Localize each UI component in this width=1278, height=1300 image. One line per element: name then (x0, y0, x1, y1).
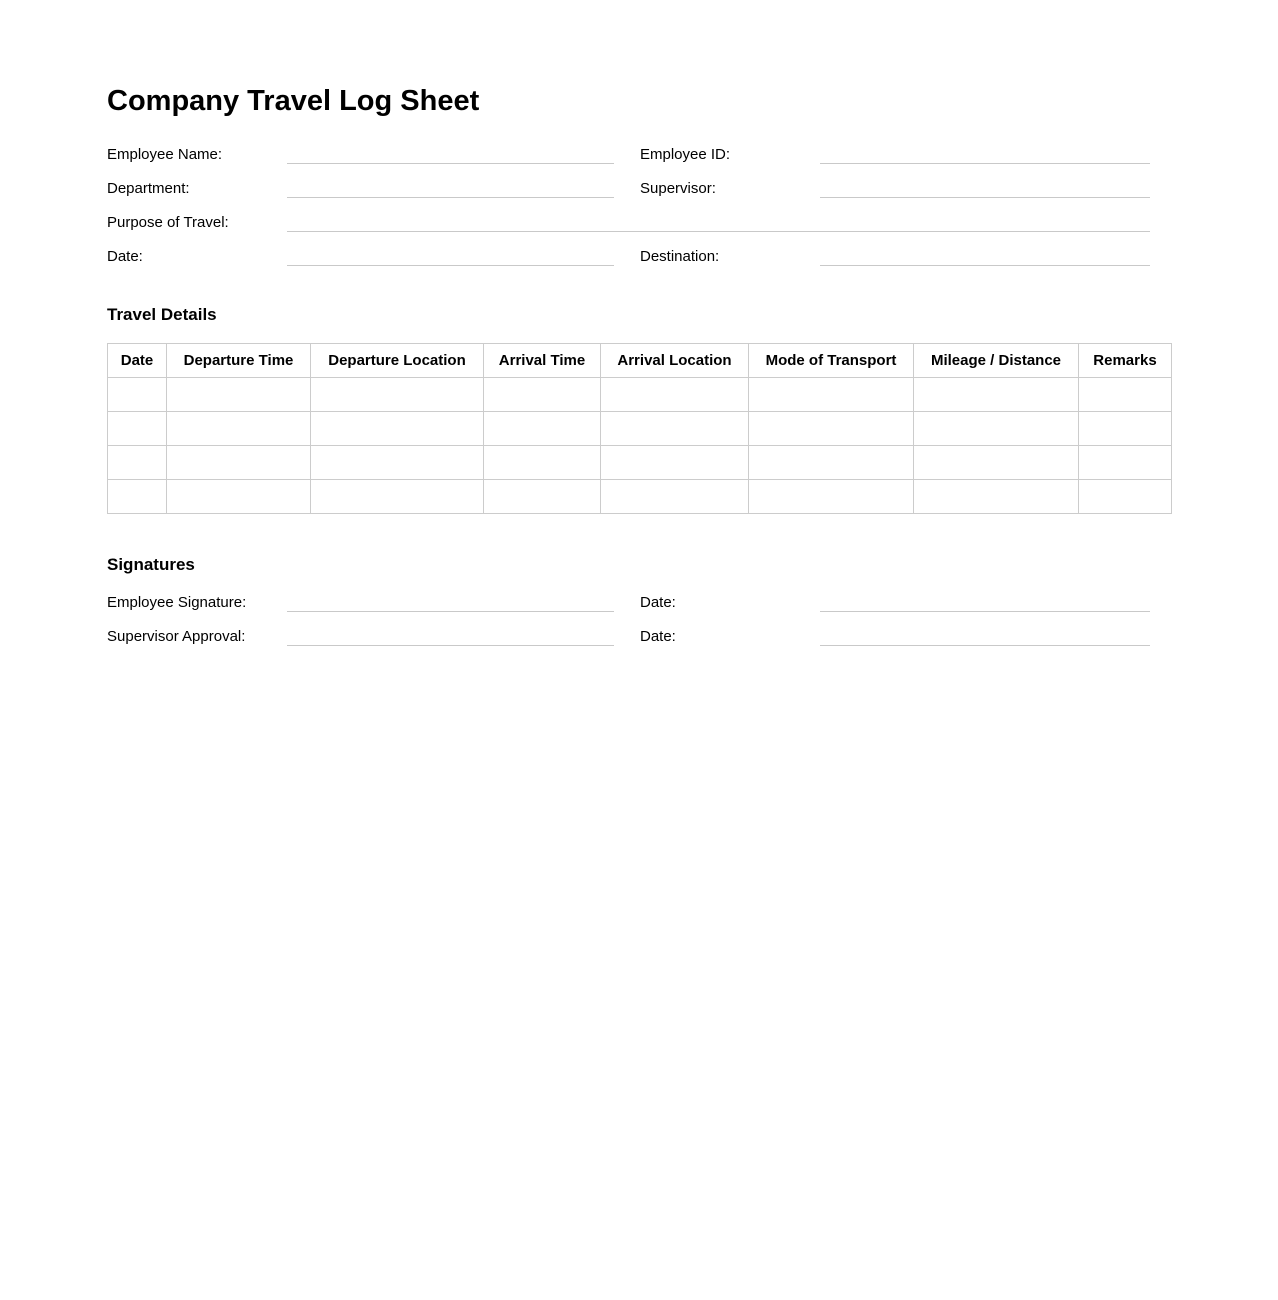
table-row (108, 378, 1172, 412)
travel-table-body (108, 378, 1172, 514)
supervisor-approval-date-field[interactable] (820, 612, 1150, 646)
table-cell[interactable] (914, 480, 1079, 514)
table-cell[interactable] (167, 412, 311, 446)
supervisor-approval-date-label: Date: (640, 628, 676, 645)
signatures-heading: Signatures (107, 555, 195, 574)
table-cell[interactable] (167, 446, 311, 480)
table-cell[interactable] (1079, 480, 1172, 514)
employee-id-field[interactable] (820, 130, 1150, 164)
table-row (108, 412, 1172, 446)
employee-id-label: Employee ID: (640, 146, 731, 163)
travel-details-table (107, 343, 1172, 514)
table-column-header: Departure Location (311, 344, 484, 378)
signature-row-supervisor (107, 612, 1171, 646)
purpose-of-travel-label: Purpose of Travel: (107, 214, 229, 231)
date-field[interactable] (287, 232, 614, 266)
table-cell[interactable] (108, 446, 167, 480)
table-column-header: Mileage / Distance (914, 344, 1079, 378)
table-cell[interactable] (1079, 378, 1172, 412)
supervisor-label: Supervisor: (640, 180, 716, 197)
header-form (107, 130, 1171, 266)
table-cell[interactable] (484, 412, 601, 446)
table-cell[interactable] (311, 446, 484, 480)
table-cell[interactable] (601, 378, 749, 412)
table-cell[interactable] (1079, 446, 1172, 480)
column-gap (614, 612, 640, 646)
column-gap (614, 164, 640, 198)
table-cell[interactable] (601, 480, 749, 514)
table-cell[interactable] (749, 412, 914, 446)
table-cell[interactable] (914, 412, 1079, 446)
supervisor-field[interactable] (820, 164, 1150, 198)
table-column-header: Arrival Time (484, 344, 601, 378)
table-cell[interactable] (749, 480, 914, 514)
signature-row-employee (107, 578, 1171, 612)
table-cell[interactable] (749, 378, 914, 412)
supervisor-approval-field[interactable] (287, 612, 614, 646)
employee-signature-date-field[interactable] (820, 578, 1150, 612)
table-cell[interactable] (311, 412, 484, 446)
table-row (108, 480, 1172, 514)
table-cell[interactable] (108, 378, 167, 412)
form-row-date-destination (107, 232, 1171, 266)
column-gap (614, 232, 640, 266)
form-row-purpose (107, 198, 1171, 232)
table-column-header: Mode of Transport (749, 344, 914, 378)
employee-signature-label: Employee Signature: (107, 594, 247, 611)
table-cell[interactable] (167, 480, 311, 514)
department-field[interactable] (287, 164, 614, 198)
table-column-header: Departure Time (167, 344, 311, 378)
table-cell[interactable] (601, 412, 749, 446)
page-title: Company Travel Log Sheet (107, 85, 480, 117)
table-cell[interactable] (484, 480, 601, 514)
destination-field[interactable] (820, 232, 1150, 266)
destination-label: Destination: (640, 248, 720, 265)
employee-signature-field[interactable] (287, 578, 614, 612)
table-row (108, 446, 1172, 480)
purpose-of-travel-field[interactable] (287, 198, 1150, 232)
employee-name-label: Employee Name: (107, 146, 223, 163)
department-label: Department: (107, 180, 190, 197)
date-label: Date: (107, 248, 143, 265)
table-column-header: Arrival Location (601, 344, 749, 378)
column-gap (614, 578, 640, 612)
table-cell[interactable] (108, 412, 167, 446)
employee-signature-date-label: Date: (640, 594, 676, 611)
form-row-department (107, 164, 1171, 198)
table-column-header: Date (108, 344, 167, 378)
table-cell[interactable] (749, 446, 914, 480)
column-gap (614, 130, 640, 164)
table-cell[interactable] (108, 480, 167, 514)
form-row-employee (107, 130, 1171, 164)
table-cell[interactable] (311, 480, 484, 514)
signatures-block (107, 578, 1171, 646)
table-cell[interactable] (484, 446, 601, 480)
table-cell[interactable] (167, 378, 311, 412)
table-cell[interactable] (914, 378, 1079, 412)
table-cell[interactable] (601, 446, 749, 480)
employee-name-field[interactable] (287, 130, 614, 164)
travel-details-heading: Travel Details (107, 305, 217, 324)
table-cell[interactable] (914, 446, 1079, 480)
table-cell[interactable] (311, 378, 484, 412)
table-column-header: Remarks (1079, 344, 1172, 378)
table-cell[interactable] (1079, 412, 1172, 446)
supervisor-approval-label: Supervisor Approval: (107, 628, 246, 645)
travel-table-header-row (108, 344, 1172, 378)
table-cell[interactable] (484, 378, 601, 412)
